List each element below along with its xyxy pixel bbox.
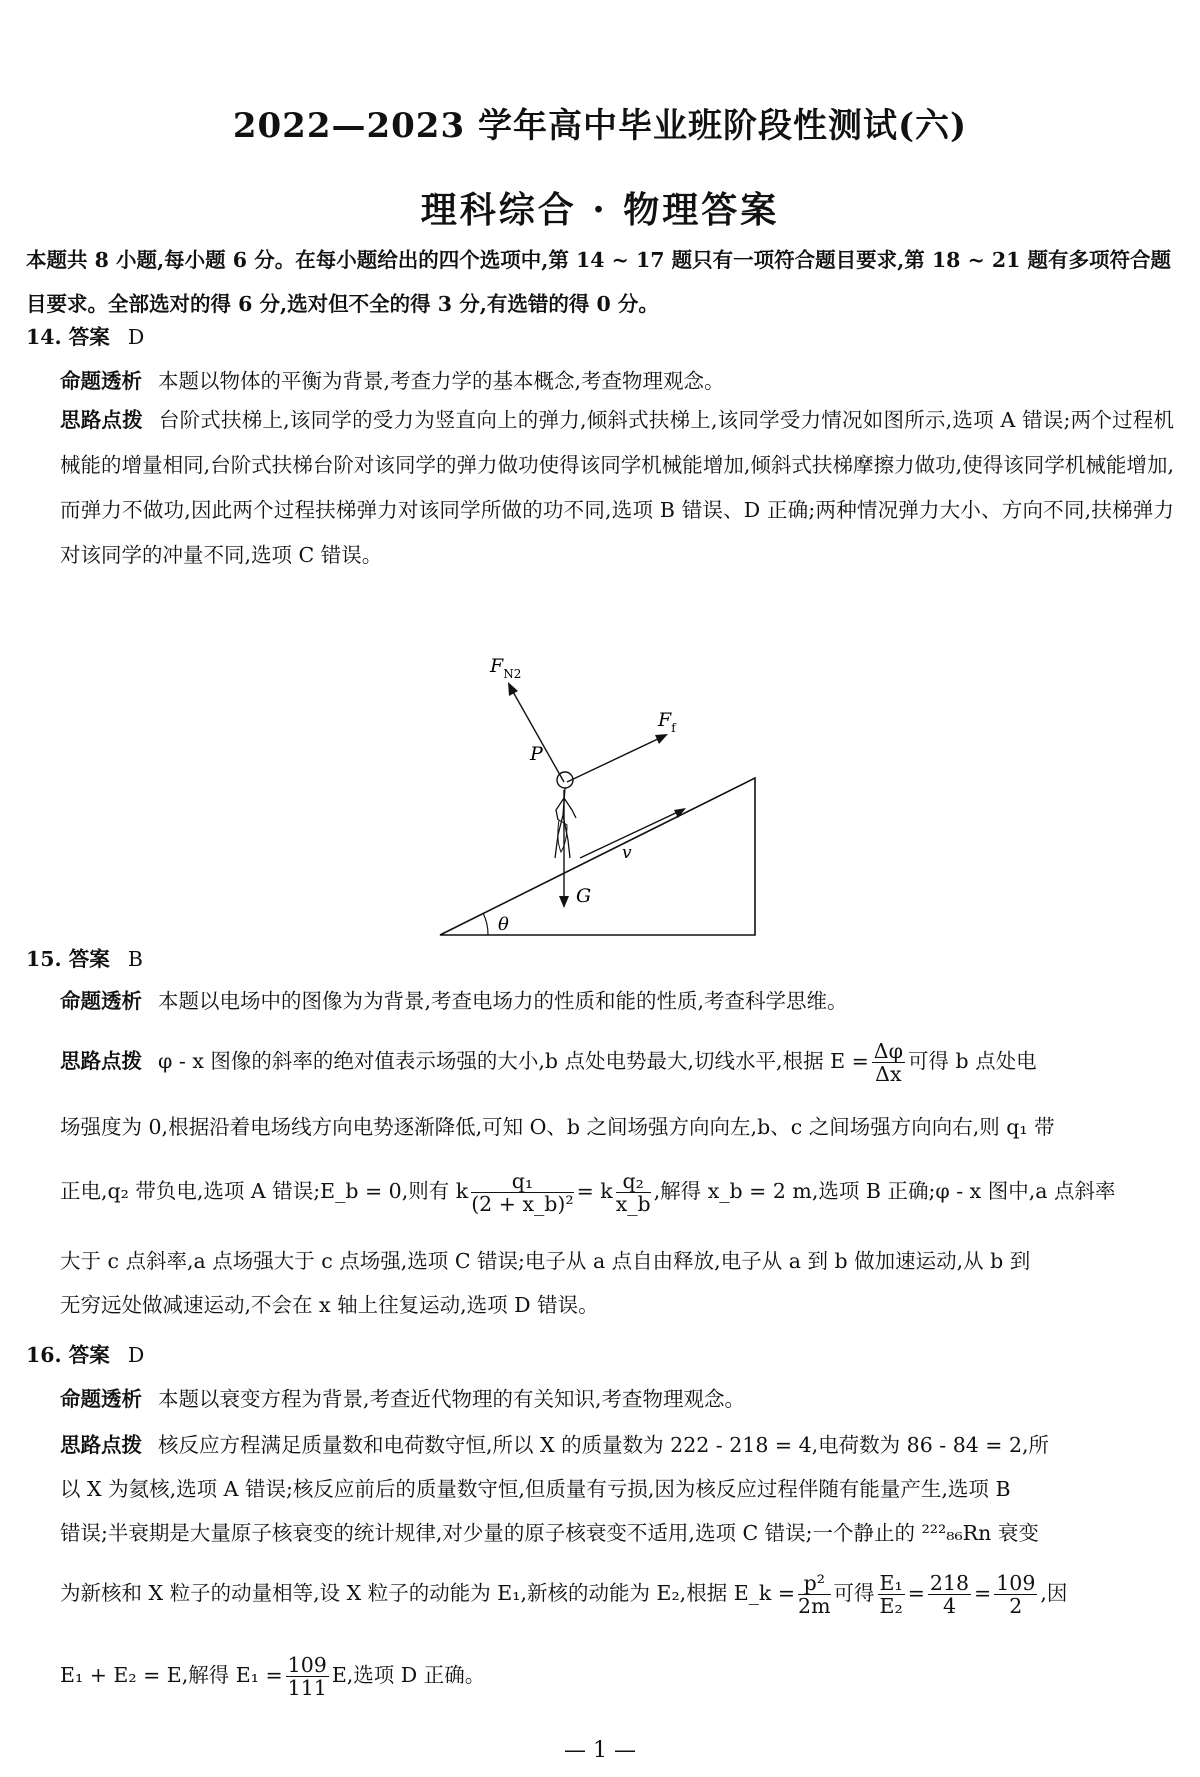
q15-silu-label: 思路点拨 (60, 1049, 142, 1073)
q16-header (26, 1338, 144, 1368)
q16-frac-109-2: $\frac{109}{2}$ (996, 1571, 1036, 1618)
q14-silu-label: 思路点拨 (60, 408, 143, 432)
q16-frac-ek: $\frac{\text{p²}}{2m}$ (798, 1571, 831, 1618)
friction-force-arrowhead (655, 734, 668, 744)
exam-title: 2022—2023 学年高中毕业班阶段性测试(六) (232, 106, 968, 146)
q14-mingti-text: 本题以物体的平衡为背景,考查力学的基本概念,考查物理观念。 (158, 369, 725, 393)
q14-number: 14. 答案 (26, 325, 110, 349)
q15-frac-1: $\frac{\text{q₁}}{\text{(2 + x\_b)²}}$ (471, 1169, 574, 1216)
q16-number: 16. 答案 (26, 1343, 110, 1367)
q14-mingti-label: 命题透析 (60, 369, 142, 393)
friction-force-label: $F_f$ (658, 709, 676, 735)
intro-text: 本题共 8 小题,每小题 6 分。在每小题给出的四个选项中,第 14 ~ 17 题只有一项符合题目要求,第 18 ~ 21 题有多项符合题目要求。全部选对的得 6 分,选对但不全的得 3 分,有选错的得 0 分。 (26, 248, 1172, 316)
q15-mingti-label: 命题透析 (60, 989, 142, 1013)
gravity-label: G (576, 885, 592, 907)
q16-frac-218-4: $\frac{218}{4}$ (929, 1571, 970, 1618)
q15-silu-line3: 正电,q₂ 带负电,选项 A 错误;E_b = 0,则有 k $\frac{\text{q₁}}{\text{(2 + x\_b)²}}$ = k $\frac{\text{q₂}}{x\_b}$ ,解得 x_b = 2 m,选项 B 正确;φ - x 图中,a 点斜率 (60, 1169, 1116, 1216)
q15-frac-2: $\frac{\text{q₂}}{x\_b}$ (615, 1169, 651, 1216)
q16-mingti-text: 本题以衰变方程为背景,考查近代物理的有关知识,考查物理观念。 (158, 1387, 746, 1411)
q16-silu-line2: 以 X 为氦核,选项 A 错误;核反应前后的质量数守恒,但质量有亏损,因为核反应过程伴随有能量产生,选项 B (60, 1477, 1011, 1501)
velocity-label: v (622, 843, 632, 863)
theta-label: θ (498, 914, 509, 935)
exam-subtitle: 理科综合 · 物理答案 (420, 189, 780, 231)
q16-silu-label: 思路点拨 (60, 1433, 142, 1457)
normal-force-arrow (512, 690, 564, 782)
q14-answer: D (127, 325, 145, 349)
q16-frac-109-111: $\frac{109}{111}$ (287, 1653, 327, 1700)
q16-answer: D (127, 1343, 145, 1367)
q15-silu-line1: 思路点拨 φ - x 图像的斜率的绝对值表示场强的大小,b 点处电势最大,切线水平,根据 E = $\frac{\Delta\varphi}{\Delta x}$ 可得 b 点处电 (60, 1039, 1037, 1086)
normal-force-label: $F_{N2}$ (490, 655, 522, 681)
person-bag (558, 820, 567, 852)
incline-triangle (440, 778, 755, 935)
q15-number: 15. 答案 (26, 947, 110, 971)
q14-silu (60, 398, 1174, 578)
q15-header (26, 942, 143, 972)
q15-mingti (60, 988, 1174, 1014)
q16-mingti (60, 1386, 1174, 1412)
theta-arc (483, 913, 488, 935)
q15-answer: B (127, 947, 143, 971)
q16-silu-line5: E₁ + E₂ = E,解得 E₁ = $\frac{109}{111}$ E,选项 D 正确。 (60, 1653, 486, 1700)
point-p-label: P (530, 743, 543, 765)
normal-force-arrowhead (508, 682, 518, 696)
q15-silu-line5: 无穷远处做减速运动,不会在 x 轴上往复运动,选项 D 错误。 (60, 1293, 599, 1317)
q14-mingti (60, 368, 1174, 394)
q14-header (26, 320, 144, 350)
q15-mingti-text: 本题以电场中的图像为为背景,考查电场力的性质和能的性质,考查科学思维。 (158, 989, 848, 1013)
q15-silu-line4: 大于 c 点斜率,a 点场强大于 c 点场强,选项 C 错误;电子从 a 点自由释放,电子从 a 到 b 做加速运动,从 b 到 (60, 1249, 1031, 1273)
q16-silu-line3: 错误;半衰期是大量原子核衰变的统计规律,对少量的原子核衰变不适用,选项 C 错误;一个静止的 ²²²₈₆Rn 衰变 (60, 1521, 1039, 1545)
escalator-force-diagram (430, 640, 810, 940)
gravity-arrowhead (559, 896, 569, 908)
q14-silu-text: 台阶式扶梯上,该同学的受力为竖直向上的弹力,倾斜式扶梯上,该同学受力情况如图所示,选项 A 错误;两个过程机械能的增量相同,台阶式扶梯台阶对该同学的弹力做功使得该同学机械能增加,倾斜式扶梯摩擦力做功,使得该同学机械能增加,而弹力不做功,因此两个过程扶梯弹力对该同学所做的功不同,选项 B 错误、D 正确;两种情况弹力大小、方向不同,扶梯弹力对该同学的冲量不同,选项 C 错误。 (60, 408, 1174, 567)
q16-silu-line4: 为新核和 X 粒子的动量相等,设 X 粒子的动能为 E₁,新核的动能为 E₂,根据 E_k = $\frac{\text{p²}}{2m}$ 可得 $\frac{\text{E₁}}{\text{E₂}}$ = $\frac{218}{4}$ = $\frac{109}{2}$ ,因 (60, 1571, 1068, 1618)
q15-frac-e: $\frac{\Delta\varphi}{\Delta x}$ (873, 1039, 903, 1086)
q16-silu-line1: 思路点拨 核反应方程满足质量数和电荷数守恒,所以 X 的质量数为 222 - 218 = 4,电荷数为 86 - 84 = 2,所 (60, 1433, 1050, 1457)
q15-silu-line2: 场强度为 0,根据沿着电场线方向电势逐渐降低,可知 O、b 之间场强方向向左,b、c 之间场强方向向右,则 q₁ 带 (60, 1115, 1055, 1139)
page-number: — 1 — (564, 1738, 636, 1763)
friction-force-arrow (567, 737, 662, 782)
q16-frac-e1e2: $\frac{\text{E₁}}{\text{E₂}}$ (879, 1571, 903, 1618)
q16-mingti-label: 命题透析 (60, 1387, 142, 1411)
